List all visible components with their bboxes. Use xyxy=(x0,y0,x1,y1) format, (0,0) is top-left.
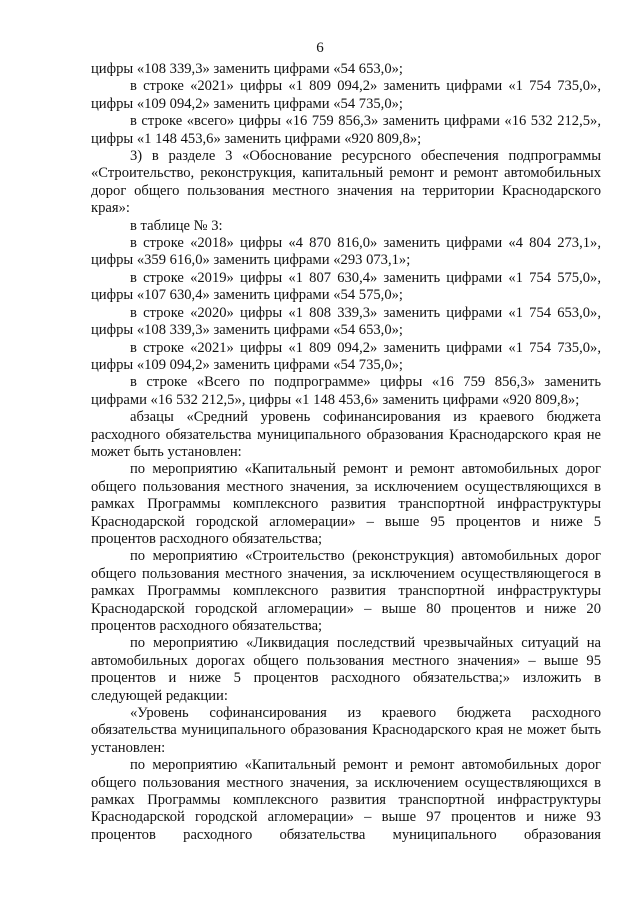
page-number: 6 xyxy=(316,40,324,56)
paragraph: в строке «2018» цифры «4 870 816,0» заменить цифрами «4 804 273,1», цифры «359 616,0» заменить цифрами «293 073,1»; xyxy=(91,235,601,269)
paragraph: в строке «Всего по подпрограмме» цифры «16 759 856,3» заменить цифрами «16 532 212,5», цифры «1 148 453,6» заменить цифрами «920 809,8»; xyxy=(91,374,601,408)
paragraph: в строке «2021» цифры «1 809 094,2» заменить цифрами «1 754 735,0», цифры «109 094,2» заменить цифрами «54 735,0»; xyxy=(91,339,601,373)
document-body xyxy=(91,61,601,844)
paragraph: в строке «всего» цифры «16 759 856,3» заменить цифрами «16 532 212,5», цифры «1 148 453,6» заменить цифрами «920 809,8»; xyxy=(91,113,601,147)
paragraph: абзацы «Средний уровень софинансирования из краевого бюджета расходного обязательства муниципального образования Краснодарского края не может быть установлен: xyxy=(91,409,601,460)
paragraph-continuation: цифры «108 339,3» заменить цифрами «54 653,0»; xyxy=(91,61,403,77)
paragraph: в строке «2020» цифры «1 808 339,3» заменить цифрами «1 754 653,0», цифры «108 339,3» заменить цифрами «54 653,0»; xyxy=(91,304,601,339)
paragraph: в строке «2021» цифры «1 809 094,2» заменить цифрами «1 754 735,0», цифры «109 094,2» заменить цифрами «54 735,0»; xyxy=(91,78,601,112)
paragraph: «Уровень софинансирования из краевого бюджета расходного обязательства муниципального образования Краснодарского края не может быть установлен: xyxy=(91,705,601,756)
paragraph: по мероприятию «Капитальный ремонт и ремонт автомобильных дорог общего пользования местного значения, за исключением осуществляющихся в рамках Программы комплексного развития транспортной инфраструктуры Краснодарской городской агломерации» – выше 97 процентов и ниже 93 процентов расходного обязательства муниципального образования xyxy=(91,757,601,843)
paragraph: 3) в разделе 3 «Обоснование ресурсного обеспечения подпрограммы «Строительство, реконструкция, капитальный ремонт и ремонт автомобильных дорог общего пользования местного значения на территории Краснодарского края»: xyxy=(91,148,601,217)
paragraph: по мероприятию «Капитальный ремонт и ремонт автомобильных дорог общего пользования местного значения, за исключением осуществляющихся в рамках Программы комплексного развития транспортной инфраструктуры Краснодарской городской агломерации» – выше 95 процентов и ниже 5 процентов расходного обязательства; xyxy=(91,461,601,547)
paragraph: по мероприятию «Строительство (реконструкция) автомобильных дорог общего пользования местного значения, за исключением осуществляющегося в рамках Программы комплексного развития транспортной инфраструктуры Краснодарской городской агломерации» – выше 80 процентов и ниже 20 процентов расходного обязательства; xyxy=(91,548,601,634)
paragraph: в строке «2019» цифры «1 807 630,4» заменить цифрами «1 754 575,0», цифры «107 630,4» заменить цифрами «54 575,0»; xyxy=(91,269,601,304)
paragraph: в таблице № 3: xyxy=(130,217,223,234)
paragraph: по мероприятию «Ликвидация последствий чрезвычайных ситуаций на автомобильных дорогах общего пользования местного значения» – выше 95 процентов и ниже 5 процентов расходного обязательства;» изложить в следующей редакции: xyxy=(91,635,601,704)
